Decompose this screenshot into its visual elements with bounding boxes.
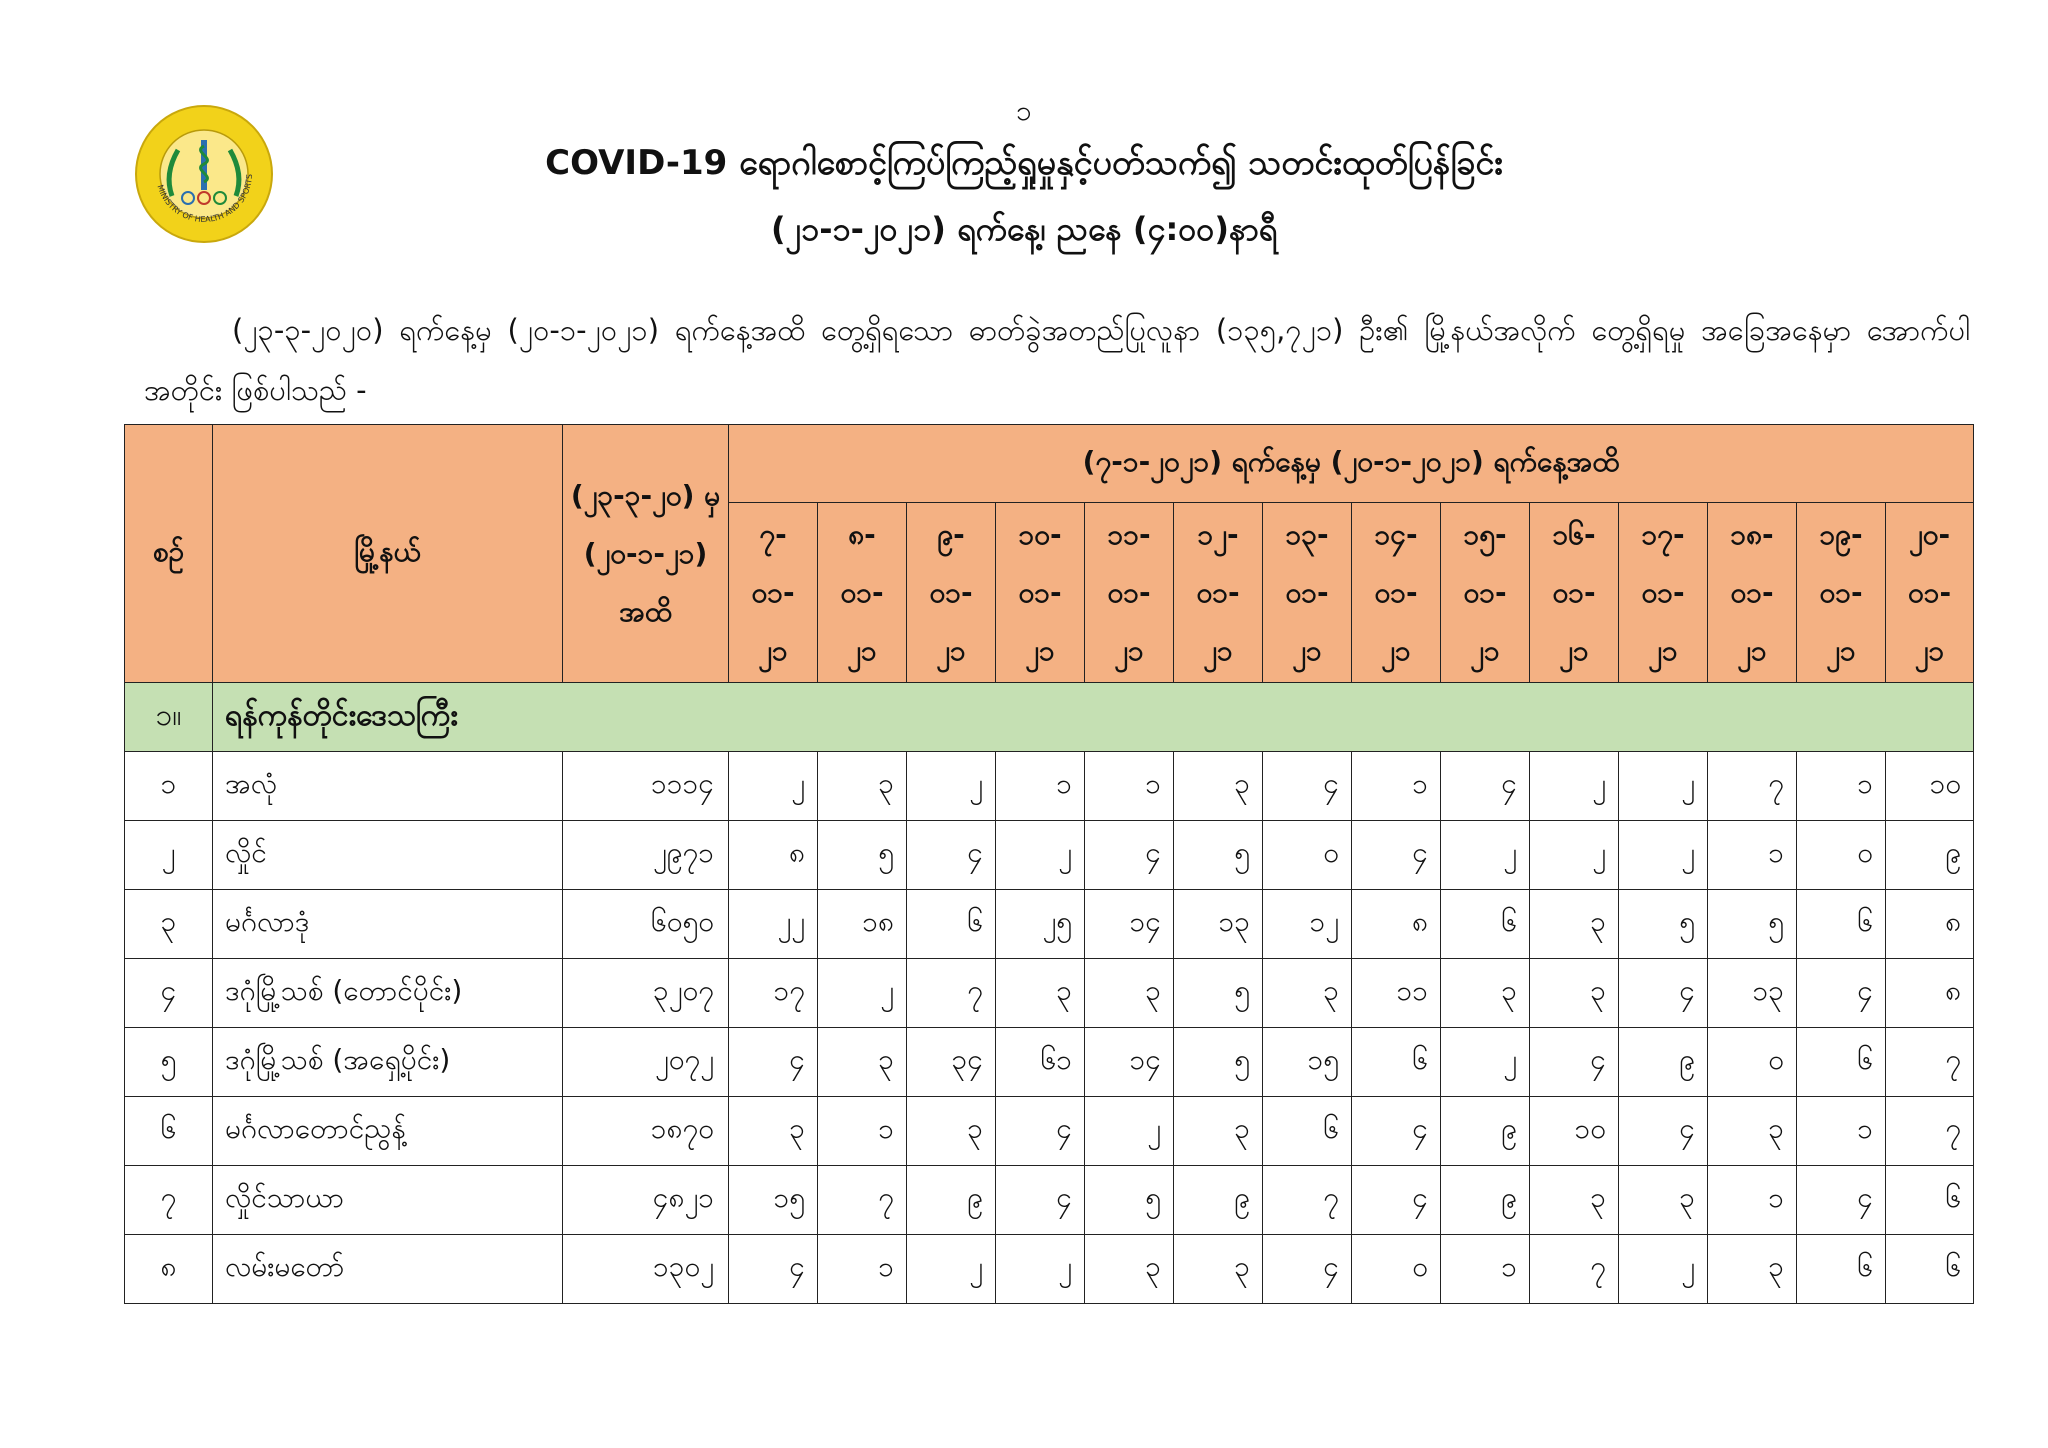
header-date-part: ၀၁-: [1196, 575, 1240, 609]
row-number: ၄: [125, 959, 213, 1028]
daily-case-count: ၁၄: [1085, 1028, 1174, 1097]
daily-case-count: ၄: [1619, 959, 1708, 1028]
header-date-part: ၂၁: [1914, 633, 1945, 667]
daily-case-count: ၇: [907, 959, 996, 1028]
daily-case-count: ၃: [1708, 1097, 1797, 1166]
header-date: [1085, 503, 1174, 683]
daily-case-count: ၄: [1441, 752, 1530, 821]
region-number: ၁။: [125, 683, 213, 752]
daily-case-count: ၂: [1441, 821, 1530, 890]
header-date-part: ၀၁-: [1641, 575, 1685, 609]
header-date-part: ၀၁-: [1908, 575, 1952, 609]
header-date-part: ၂၁: [758, 633, 788, 667]
daily-case-count: ၂: [1619, 821, 1708, 890]
township-name: အလုံ: [213, 752, 563, 821]
daily-case-count: ၃: [1174, 1235, 1263, 1304]
table-row: [125, 1166, 1974, 1235]
daily-case-count: ၆: [1797, 1235, 1886, 1304]
cumulative-total: ၁၃၀၂: [563, 1235, 729, 1304]
row-number: ၂: [125, 821, 213, 890]
document-subtitle: (၂၁-၁-၂၀၂၁) ရက်နေ့၊ ညနေ (၄:၀၀)နာရီ: [770, 210, 1278, 248]
township-name: လှိုင်: [213, 821, 563, 890]
header-serial-no: စဉ်: [125, 425, 213, 683]
header-date-part: ၀၁-: [1107, 575, 1151, 609]
daily-case-count: ၃၄: [907, 1028, 996, 1097]
daily-case-count: ၀: [1708, 1028, 1797, 1097]
header-date: [1352, 503, 1441, 683]
township-name: မင်္ဂလာတောင်ညွန့်: [213, 1097, 563, 1166]
daily-case-count: ၈: [729, 821, 818, 890]
daily-case-count: ၄: [996, 1166, 1085, 1235]
daily-case-count: ၁၃: [1174, 890, 1263, 959]
daily-case-count: ၁၅: [729, 1166, 818, 1235]
row-number: ၅: [125, 1028, 213, 1097]
daily-case-count: ၅: [818, 821, 907, 890]
header-date-part: ၀၁-: [929, 575, 973, 609]
header-date-part: ၂၁: [1292, 633, 1322, 667]
daily-case-count: ၀: [1797, 821, 1886, 890]
daily-case-count: ၄: [1263, 752, 1352, 821]
cumulative-total: ၁၈၇၀: [563, 1097, 729, 1166]
township-name: လမ်းမတော်: [213, 1235, 563, 1304]
daily-case-count: ၂: [907, 752, 996, 821]
table-row: [125, 821, 1974, 890]
daily-case-count: ၄: [1530, 1028, 1619, 1097]
daily-case-count: ၄: [1352, 1166, 1441, 1235]
cumulative-total: ၄၈၂၁: [563, 1166, 729, 1235]
row-number: ၇: [125, 1166, 213, 1235]
daily-case-count: ၂: [996, 1235, 1085, 1304]
daily-case-count: ၂: [1530, 821, 1619, 890]
township-name: မင်္ဂလာဒုံ: [213, 890, 563, 959]
header-date-part: ၂၁: [1114, 633, 1144, 667]
table-row: [125, 1235, 1974, 1304]
daily-case-count: ၅: [1174, 821, 1263, 890]
header-date: [907, 503, 996, 683]
township-name: ဒဂုံမြို့သစ် (တောင်ပိုင်း): [213, 959, 563, 1028]
header-date-part: ၁၄-: [1374, 517, 1418, 551]
daily-case-count: ၁၁: [1352, 959, 1441, 1028]
cumulative-total: ၂၉၇၁: [563, 821, 729, 890]
daily-case-count: ၁: [1708, 821, 1797, 890]
daily-case-count: ၈: [1886, 959, 1974, 1028]
daily-case-count: ၆: [1886, 1235, 1974, 1304]
daily-case-count: ၂: [1619, 752, 1708, 821]
daily-case-count: ၃: [818, 752, 907, 821]
daily-case-count: ၃: [1174, 1097, 1263, 1166]
daily-case-count: ၆၁: [996, 1028, 1085, 1097]
daily-case-count: ၂: [996, 821, 1085, 890]
header-date-part: ၂၁: [1648, 633, 1678, 667]
daily-case-count: ၉: [907, 1166, 996, 1235]
daily-case-count: ၁: [996, 752, 1085, 821]
header-date-part: ၂၁: [936, 633, 966, 667]
daily-case-count: ၁: [818, 1235, 907, 1304]
daily-case-count: ၁: [1352, 752, 1441, 821]
daily-case-count: ၆: [1263, 1097, 1352, 1166]
daily-case-count: ၄: [1797, 1166, 1886, 1235]
daily-case-count: ၅: [1085, 1166, 1174, 1235]
daily-case-count: ၆: [1352, 1028, 1441, 1097]
header-date-part: ၀၁-: [1730, 575, 1774, 609]
table-row: [125, 1097, 1974, 1166]
header-date-part: ၁၅-: [1463, 517, 1507, 551]
cumulative-total: ၁၁၁၄: [563, 752, 729, 821]
daily-case-count: ၉: [1174, 1166, 1263, 1235]
daily-case-count: ၃: [818, 1028, 907, 1097]
daily-case-count: ၄: [729, 1028, 818, 1097]
intro-paragraph: (၂၃-၃-၂၀၂၀) ရက်နေ့မှ (၂၀-၁-၂၀၂၁) ရက်နေ့အထိ တွေ့ရှိရသော ဓာတ်ခွဲအတည်ပြုလူနာ (၁၃၅,၇၂၁) ဦး၏ မြို့နယ်အလိုက် တွေ့ရှိရမှု အခြေအနေမှာ အောက်ပါအတိုင်း ဖြစ်ပါသည် -: [144, 313, 1970, 407]
daily-case-count: ၃: [729, 1097, 818, 1166]
township-name: ဒဂုံမြို့သစ် (အရှေ့ပိုင်း): [213, 1028, 563, 1097]
township-name: လှိုင်သာယာ: [213, 1166, 563, 1235]
daily-case-count: ၆: [1441, 890, 1530, 959]
table-row: [125, 752, 1974, 821]
daily-case-count: ၃: [1174, 752, 1263, 821]
header-date: [1708, 503, 1797, 683]
header-date-part: ၂၀-: [1909, 517, 1951, 551]
daily-case-count: ၆: [1886, 1166, 1974, 1235]
row-number: ၈: [125, 1235, 213, 1304]
daily-case-count: ၅: [1708, 890, 1797, 959]
daily-case-count: ၁၄: [1085, 890, 1174, 959]
row-number: ၃: [125, 890, 213, 959]
header-date-part: ၀၁-: [751, 575, 795, 609]
row-number: ၁: [125, 752, 213, 821]
daily-case-count: ၁၅: [1263, 1028, 1352, 1097]
daily-case-count: ၆: [1797, 1028, 1886, 1097]
header-township: မြို့နယ်: [213, 425, 563, 683]
daily-case-count: ၉: [1619, 1028, 1708, 1097]
header-date-part: ၀၁-: [1819, 575, 1863, 609]
daily-case-count: ၂: [1530, 752, 1619, 821]
daily-case-count: ၇: [1886, 1028, 1974, 1097]
daily-case-count: ၀: [1352, 1235, 1441, 1304]
header-date: [1886, 503, 1974, 683]
daily-case-count: ၃: [1530, 1166, 1619, 1235]
daily-case-count: ၂: [1085, 1097, 1174, 1166]
header-date-part: ၂၁: [847, 633, 877, 667]
daily-case-count: ၉: [1886, 821, 1974, 890]
header-date: [1619, 503, 1708, 683]
header-date-part: ၀၁-: [1463, 575, 1507, 609]
daily-case-count: ၃: [1619, 1166, 1708, 1235]
table-row: [125, 890, 1974, 959]
header-date-part: ၇-: [759, 517, 787, 551]
document-title: COVID-19 ရောဂါစောင့်ကြပ်ကြည့်ရှုမှုနှင့်ပတ်သက်၍ သတင်းထုတ်ပြန်ခြင်း: [545, 143, 1503, 183]
daily-case-count: ၄: [1619, 1097, 1708, 1166]
daily-case-count: ၈: [1352, 890, 1441, 959]
header-date-part: ၁၇-: [1641, 517, 1685, 551]
header-date-part: ၂၁: [1203, 633, 1233, 667]
daily-case-count: ၃: [1530, 890, 1619, 959]
daily-case-count: ၁: [1797, 752, 1886, 821]
daily-case-count: ၅: [1619, 890, 1708, 959]
daily-case-count: ၇: [1263, 1166, 1352, 1235]
daily-case-count: ၂: [1619, 1235, 1708, 1304]
daily-case-count: ၂၂: [729, 890, 818, 959]
daily-case-count: ၄: [907, 821, 996, 890]
daily-case-count: ၄: [729, 1235, 818, 1304]
header-date-part: ၁၀-: [1018, 517, 1062, 551]
daily-case-count: ၁၀: [1886, 752, 1974, 821]
daily-case-count: ၁: [818, 1097, 907, 1166]
header-date: [996, 503, 1085, 683]
daily-case-count: ၃: [1263, 959, 1352, 1028]
header-date: [1530, 503, 1619, 683]
daily-case-count: ၁၀: [1530, 1097, 1619, 1166]
daily-case-count: ၄: [1352, 1097, 1441, 1166]
daily-case-count: ၄: [1352, 821, 1441, 890]
daily-case-count: ၇: [1886, 1097, 1974, 1166]
page-number: ၁: [1016, 94, 1032, 127]
daily-case-count: ၁၃: [1708, 959, 1797, 1028]
daily-case-count: ၃: [907, 1097, 996, 1166]
region-row: [125, 683, 1974, 752]
daily-case-count: ၁: [1441, 1235, 1530, 1304]
daily-case-count: ၄: [996, 1097, 1085, 1166]
daily-case-count: ၃: [1708, 1235, 1797, 1304]
cumulative-total: ၃၂၀၇: [563, 959, 729, 1028]
daily-case-count: ၉: [1441, 1097, 1530, 1166]
table-row: [125, 959, 1974, 1028]
header-date-part: ၁၆-: [1552, 517, 1596, 551]
cumulative-total: ၂၀၇၂: [563, 1028, 729, 1097]
daily-case-count: ၆: [1797, 890, 1886, 959]
daily-case-count: ၂၅: [996, 890, 1085, 959]
header-date: [1174, 503, 1263, 683]
daily-case-count: ၁၈: [818, 890, 907, 959]
daily-case-count: ၅: [1174, 1028, 1263, 1097]
header-date-part: ၁၈-: [1730, 517, 1774, 551]
header-date-part: ၂၁: [1470, 633, 1500, 667]
daily-case-count: ၀: [1263, 821, 1352, 890]
header-date: [818, 503, 907, 683]
header-date-part: ၂၁: [1826, 633, 1856, 667]
header-date: [1797, 503, 1886, 683]
header-date-part: ၂၁: [1559, 633, 1589, 667]
daily-case-count: ၉: [1441, 1166, 1530, 1235]
header-date-part: ၀၁-: [1285, 575, 1329, 609]
header-date-part: ၉-: [937, 517, 965, 551]
daily-case-count: ၃: [1085, 959, 1174, 1028]
header-cumulative-total: (၂၃-၃-၂၀) မှ (၂၀-၁-၂၁) အထိ: [563, 425, 729, 683]
header-date-part: ၁၉-: [1819, 517, 1863, 551]
daily-case-count: ၃: [1441, 959, 1530, 1028]
daily-case-count: ၃: [1085, 1235, 1174, 1304]
township-cases-table: [124, 424, 1974, 1304]
header-date-part: ၀၁-: [840, 575, 884, 609]
daily-case-count: ၂: [907, 1235, 996, 1304]
header-date-range: (၇-၁-၂၀၂၁) ရက်နေ့မှ (၂၀-၁-၂၀၂၁) ရက်နေ့အထိ: [729, 425, 1974, 503]
daily-case-count: ၁: [1797, 1097, 1886, 1166]
daily-case-count: ၁၇: [729, 959, 818, 1028]
region-name: ရန်ကုန်တိုင်းဒေသကြီး: [213, 683, 1974, 752]
daily-case-count: ၁၂: [1263, 890, 1352, 959]
header-date-part: ၀၁-: [1018, 575, 1062, 609]
daily-case-count: ၆: [907, 890, 996, 959]
daily-case-count: ၅: [1174, 959, 1263, 1028]
header-date: [1263, 503, 1352, 683]
daily-case-count: ၇: [818, 1166, 907, 1235]
header-date-part: ၁၃-: [1285, 517, 1329, 551]
table-row: [125, 1028, 1974, 1097]
daily-case-count: ၄: [1085, 821, 1174, 890]
header-date-part: ၂၁: [1025, 633, 1055, 667]
header-date-part: ၂၁: [1737, 633, 1767, 667]
header-date: [1441, 503, 1530, 683]
header-date-part: ၁၂-: [1197, 517, 1239, 551]
daily-case-count: ၄: [1263, 1235, 1352, 1304]
header-date-part: ၈-: [848, 517, 876, 551]
daily-case-count: ၃: [1530, 959, 1619, 1028]
daily-case-count: ၂: [818, 959, 907, 1028]
daily-case-count: ၁: [1085, 752, 1174, 821]
header-date-part: ၂၁: [1381, 633, 1411, 667]
header-date-part: ၁၁-: [1107, 517, 1151, 551]
header-date: [729, 503, 818, 683]
header-date-part: ၀၁-: [1374, 575, 1418, 609]
daily-case-count: ၁: [1708, 1166, 1797, 1235]
daily-case-count: ၂: [1441, 1028, 1530, 1097]
daily-case-count: ၃: [996, 959, 1085, 1028]
daily-case-count: ၇: [1530, 1235, 1619, 1304]
daily-case-count: ၇: [1708, 752, 1797, 821]
logo-ring-text: MINISTRY OF HEALTH AND SPORTS: [155, 173, 255, 225]
daily-case-count: ၄: [1797, 959, 1886, 1028]
header-date-part: ၀၁-: [1552, 575, 1596, 609]
cumulative-total: ၆၀၅၀: [563, 890, 729, 959]
row-number: ၆: [125, 1097, 213, 1166]
daily-case-count: ၂: [729, 752, 818, 821]
daily-case-count: ၈: [1886, 890, 1974, 959]
